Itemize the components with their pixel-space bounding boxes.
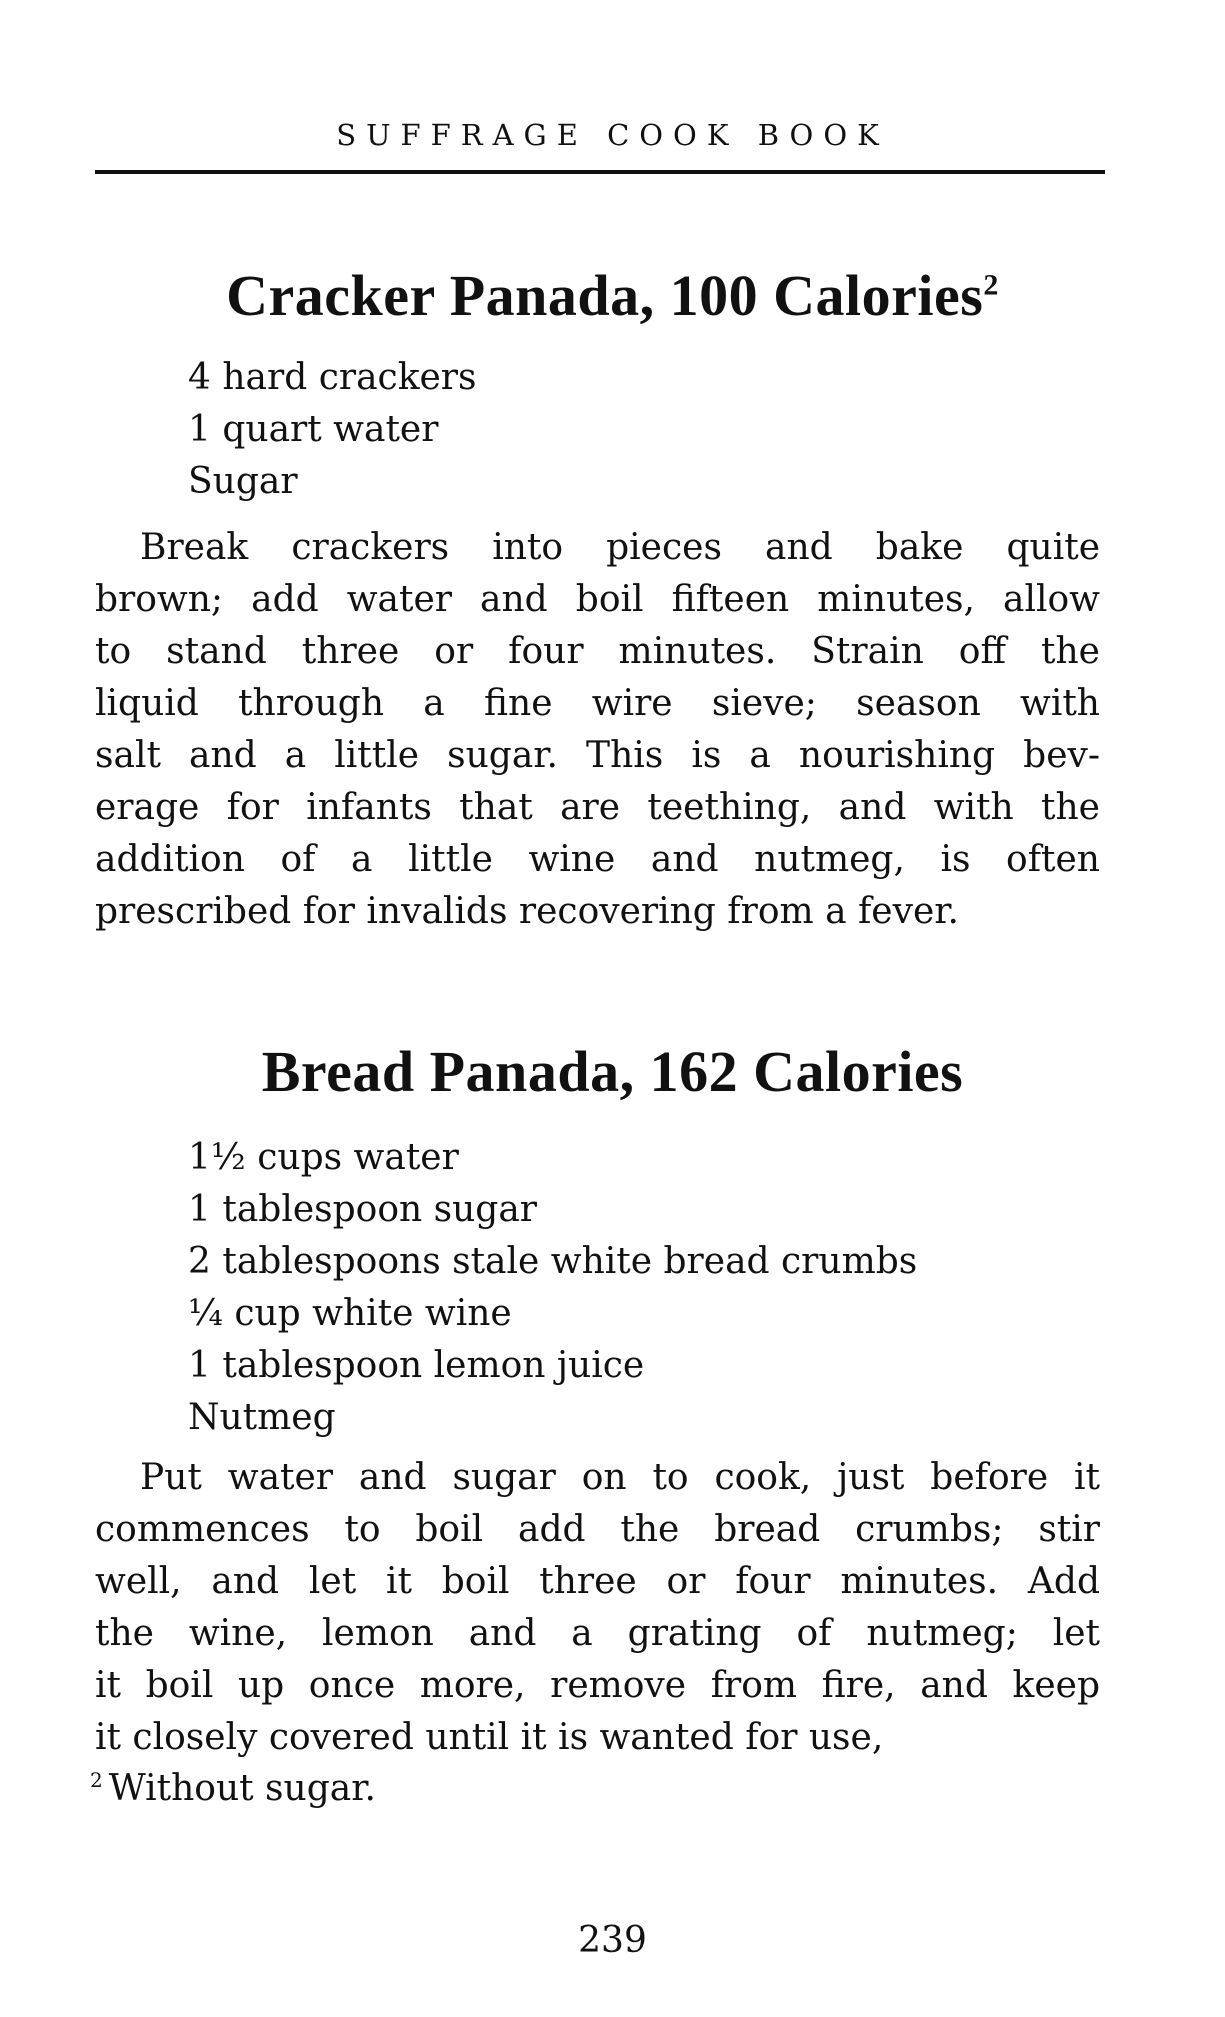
ingredient-item: ¼ cup white wine	[188, 1293, 512, 1334]
ingredient-item: 1 quart water	[188, 409, 439, 450]
ingredient-item: Sugar	[188, 461, 298, 502]
running-head: SUFFRAGE COOK BOOK	[336, 118, 889, 152]
footnote-text: Without sugar.	[108, 1768, 376, 1809]
method-line: it closely covered until it is wanted for use,	[95, 1717, 884, 1758]
recipe-title-cracker-panada	[0, 262, 1225, 329]
recipe-title-text: Cracker Panada, 100 Calories	[226, 263, 984, 328]
ingredient-list-cracker-panada	[188, 352, 477, 508]
recipe-title-bread-panada	[0, 1038, 1225, 1105]
method-bread-panada	[95, 1452, 1100, 1764]
ingredient-item: 1 tablespoon lemon juice	[188, 1345, 645, 1386]
footnote-mark: 2	[90, 1768, 103, 1792]
header-rule	[95, 170, 1105, 174]
method-line: to stand three or four minutes. Strain off the	[95, 631, 1100, 672]
method-line: prescribed for invalids recovering from a fever.	[95, 891, 959, 932]
method-line: salt and a little sugar. This is a nourishing bev-	[95, 735, 1100, 776]
method-cracker-panada	[95, 522, 1100, 938]
footnote-reference: 2	[983, 268, 999, 302]
ingredient-list-bread-panada	[188, 1132, 917, 1444]
footnote	[90, 1768, 376, 1809]
method-line: liquid through a fine wire sieve; season with	[95, 683, 1100, 724]
page-number: 239	[578, 1920, 647, 1961]
ingredient-item: 4 hard crackers	[188, 357, 477, 398]
method-line: the wine, lemon and a grating of nutmeg; let	[95, 1613, 1100, 1654]
method-line: brown; add water and boil fifteen minutes, allow	[95, 579, 1100, 620]
ingredient-item: 1 tablespoon sugar	[188, 1189, 538, 1230]
method-line: Put water and sugar on to cook, just before it	[140, 1457, 1100, 1498]
ingredient-item: 1½ cups water	[188, 1137, 459, 1178]
method-line: it boil up once more, remove from fire, and keep	[95, 1665, 1100, 1706]
method-line: addition of a little wine and nutmeg, is often	[95, 839, 1100, 880]
method-line: well, and let it boil three or four minutes. Add	[95, 1561, 1100, 1602]
method-line: erage for infants that are teething, and with the	[95, 787, 1100, 828]
ingredient-item: 2 tablespoons stale white bread crumbs	[188, 1241, 918, 1282]
recipe-title-text: Bread Panada, 162 Calories	[261, 1039, 964, 1104]
ingredient-item: Nutmeg	[188, 1397, 336, 1438]
method-line: commences to boil add the bread crumbs; stir	[95, 1509, 1100, 1550]
method-line: Break crackers into pieces and bake quite	[140, 527, 1100, 568]
